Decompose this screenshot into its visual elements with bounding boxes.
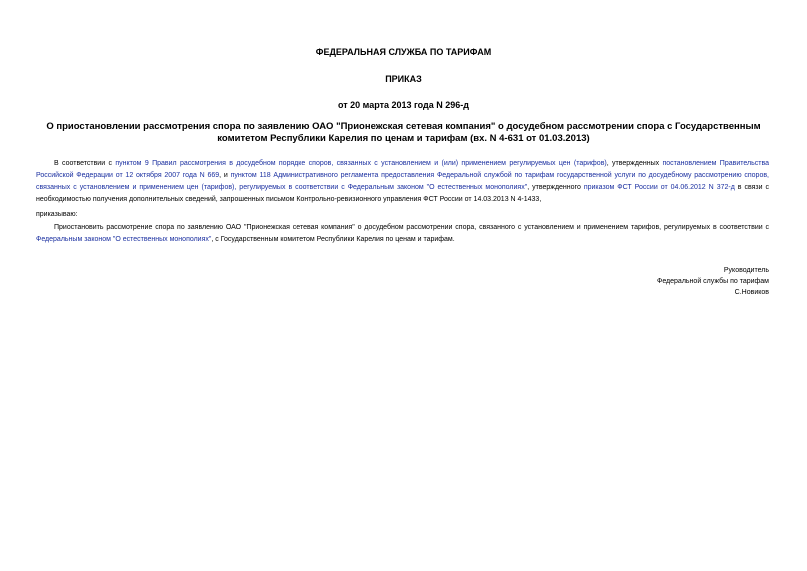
agency-heading: ФЕДЕРАЛЬНАЯ СЛУЖБА ПО ТАРИФАМ bbox=[315, 47, 492, 57]
ordered-label: приказываю: bbox=[36, 211, 78, 218]
document-date-number: от 20 марта 2013 года N 296-д bbox=[337, 100, 469, 110]
link-fst-order-372[interactable]: приказом ФСТ России от 04.06.2012 N 372-д bbox=[583, 184, 735, 191]
paragraph-text: , утвержденных bbox=[606, 160, 663, 167]
paragraph-text: , и bbox=[219, 172, 231, 179]
paragraph-basis bbox=[36, 158, 769, 206]
link-government-decree-669[interactable]: постановлением Правительства Российской Федерации от 12 октября 2007 года N 669 bbox=[36, 160, 770, 179]
link-rules-point-9[interactable]: пунктом 9 Правил рассмотрения в досудебном порядке споров, связанных с установлением и (или) применением регулируемых цен (тарифов) bbox=[115, 160, 607, 167]
document-type-heading: ПРИКАЗ bbox=[385, 74, 422, 84]
signature-position: Руководитель bbox=[723, 267, 769, 274]
signature-organization: Федеральной службы по тарифам bbox=[657, 278, 769, 285]
paragraph-text: , утвержденного bbox=[527, 184, 584, 191]
signature-name: С.Новиков bbox=[734, 289, 769, 296]
paragraph-order bbox=[36, 222, 769, 246]
document-title: О приостановлении рассмотрения спора по заявлению ОАО "Прионежская сетевая компания" о досудебном рассмотрении спора с Государственным комитетом Республики Карелия по ценам и тарифам (вх. N 4-631 от 01.03.2013) bbox=[46, 121, 761, 144]
paragraph-text: , с Государственным комитетом Республики Карелия по ценам и тарифам. bbox=[211, 236, 455, 243]
link-regulation-point-118[interactable]: пунктом 118 Административного регламента предоставления Федеральной службой по тарифам государственной услуги по досудебному рассмотрению споров, связанных с установлением и применением цен (тарифов), регулируемых в соответствии с Федеральным законом "О естественных монополиях" bbox=[36, 172, 770, 191]
paragraph-text: В соответствии с bbox=[54, 160, 116, 167]
paragraph-text: Приостановить рассмотрение спора по заявлению ОАО "Прионежская сетевая компания" о досудебном рассмотрении спора, связанного с установлением и применением тарифов, регулируемых в соответствии с bbox=[54, 224, 769, 231]
paragraph-text: в связи с необходимостью получения дополнительных сведений, запрошенных письмом Контрольно-ревизионного управления ФСТ России от 14.03.2013 N 4-1433, bbox=[36, 184, 770, 203]
link-federal-law-monopolies[interactable]: Федеральным законом "О естественных монополиях" bbox=[36, 236, 212, 243]
